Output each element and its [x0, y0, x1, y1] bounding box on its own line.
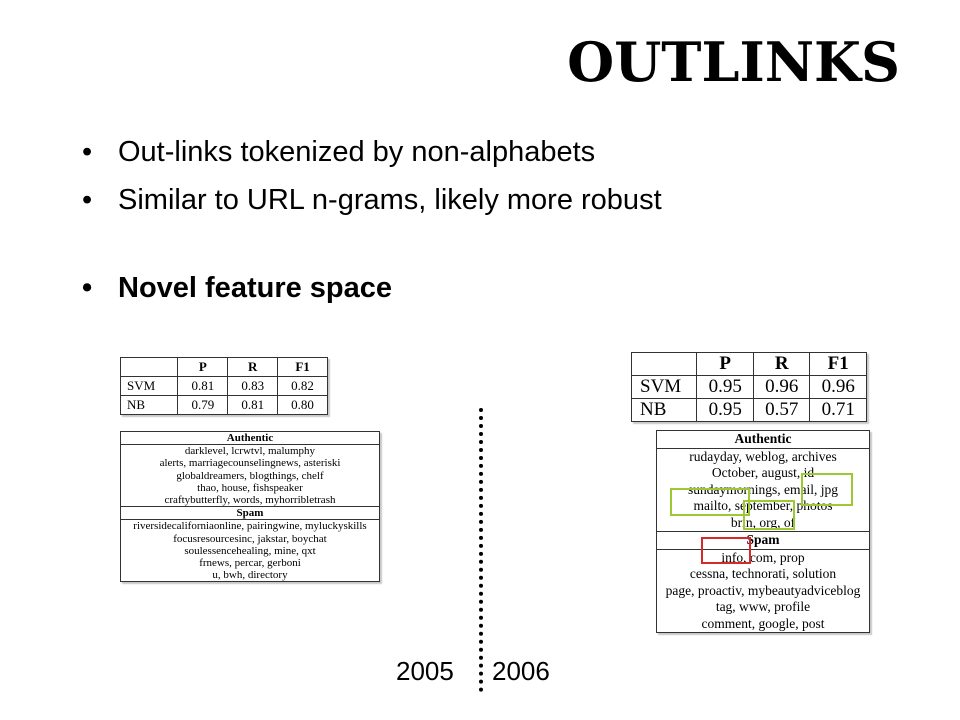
metrics-cell: 0.95 [697, 376, 754, 399]
word-row: craftybutterfly, words, myhorribletrash [164, 494, 336, 507]
highlight-box-jpg [801, 473, 853, 506]
metrics-header-blank [632, 353, 697, 376]
metrics-cell: 0.82 [278, 377, 328, 396]
highlight-box-mailto [670, 488, 750, 516]
metrics-table-2005 [120, 357, 328, 415]
metrics-cell: 0.81 [178, 377, 228, 396]
word-row: mailto, september, photos [693, 498, 833, 513]
word-row: page, proactiv, mybeautyadviceblog [665, 582, 861, 598]
metrics-header-f1: F1 [278, 358, 328, 377]
word-row: riversidecaliforniaonline, pairingwine, myluckyskills [133, 520, 367, 533]
bullet-item-bold: • Novel feature space [82, 264, 662, 312]
word-row: darklevel, lcrwtvl, malumphy [184, 445, 316, 458]
year-label-2006: 2006 [492, 656, 550, 686]
metrics-cell: 0.71 [810, 399, 867, 422]
metrics-header-r: R [228, 358, 278, 377]
metrics-cell: 0.96 [753, 376, 810, 399]
word-row: rudayday, weblog, archives [689, 448, 837, 464]
word-row: u, bwh, directory [212, 569, 288, 582]
metrics-row-label: SVM [632, 376, 697, 399]
metrics-cell: 0.80 [278, 396, 328, 415]
metrics-row-label: NB [121, 396, 178, 415]
bullet-item: • Out-links tokenized by non-alphabets [82, 128, 662, 176]
word-row: sundaymornings, email, jpg [688, 481, 838, 497]
word-row: October, august, id [711, 465, 815, 480]
metrics-header-f1: F1 [810, 353, 867, 376]
bullet-item: • Similar to URL n-grams, likely more robust [82, 176, 662, 224]
bullet-list [82, 128, 662, 312]
word-row: frnews, percar, gerboni [199, 557, 301, 570]
spam-header: Spam [121, 506, 379, 520]
metrics-header-r: R [753, 353, 810, 376]
metrics-row-label: SVM [121, 377, 178, 396]
highlight-box-org [743, 500, 795, 530]
metrics-cell: 0.96 [810, 376, 867, 399]
metrics-header-p: P [178, 358, 228, 377]
word-row: soulessencehealing, mine, qxt [184, 544, 316, 557]
word-row: alerts, marriagecounselingnews, asteriski [159, 457, 341, 470]
spam-header: Spam [657, 531, 869, 550]
metrics-table-2006 [631, 352, 867, 422]
metrics-cell: 0.83 [228, 377, 278, 396]
word-row: brin, org, of [730, 514, 796, 530]
slide-title: OUTLINKS [567, 30, 900, 94]
word-row: tag, www, profile [715, 599, 811, 614]
metrics-cell: 0.95 [697, 399, 754, 422]
year-divider [479, 408, 483, 692]
highlight-box-info [701, 537, 751, 564]
metrics-cell: 0.81 [228, 396, 278, 415]
word-table-2006 [656, 430, 870, 633]
word-row: comment, google, post [701, 615, 825, 631]
word-row: cessna, technorati, solution [689, 566, 837, 581]
metrics-cell: 0.79 [178, 396, 228, 415]
authentic-header: Authentic [121, 432, 379, 445]
word-table-2005 [120, 431, 380, 582]
metrics-header-p: P [697, 353, 754, 376]
year-label-2005: 2005 [396, 656, 454, 686]
word-row: globaldreamers, blogthings, chelf [176, 469, 324, 482]
word-row: thao, house, fishspeaker [197, 481, 303, 494]
metrics-header-blank [121, 358, 178, 377]
authentic-header: Authentic [657, 431, 869, 449]
metrics-row-label: NB [632, 399, 697, 422]
word-row: focusresourcesinc, jakstar, boychat [173, 532, 327, 545]
metrics-cell: 0.57 [753, 399, 810, 422]
word-row: info, com, prop [721, 549, 805, 565]
